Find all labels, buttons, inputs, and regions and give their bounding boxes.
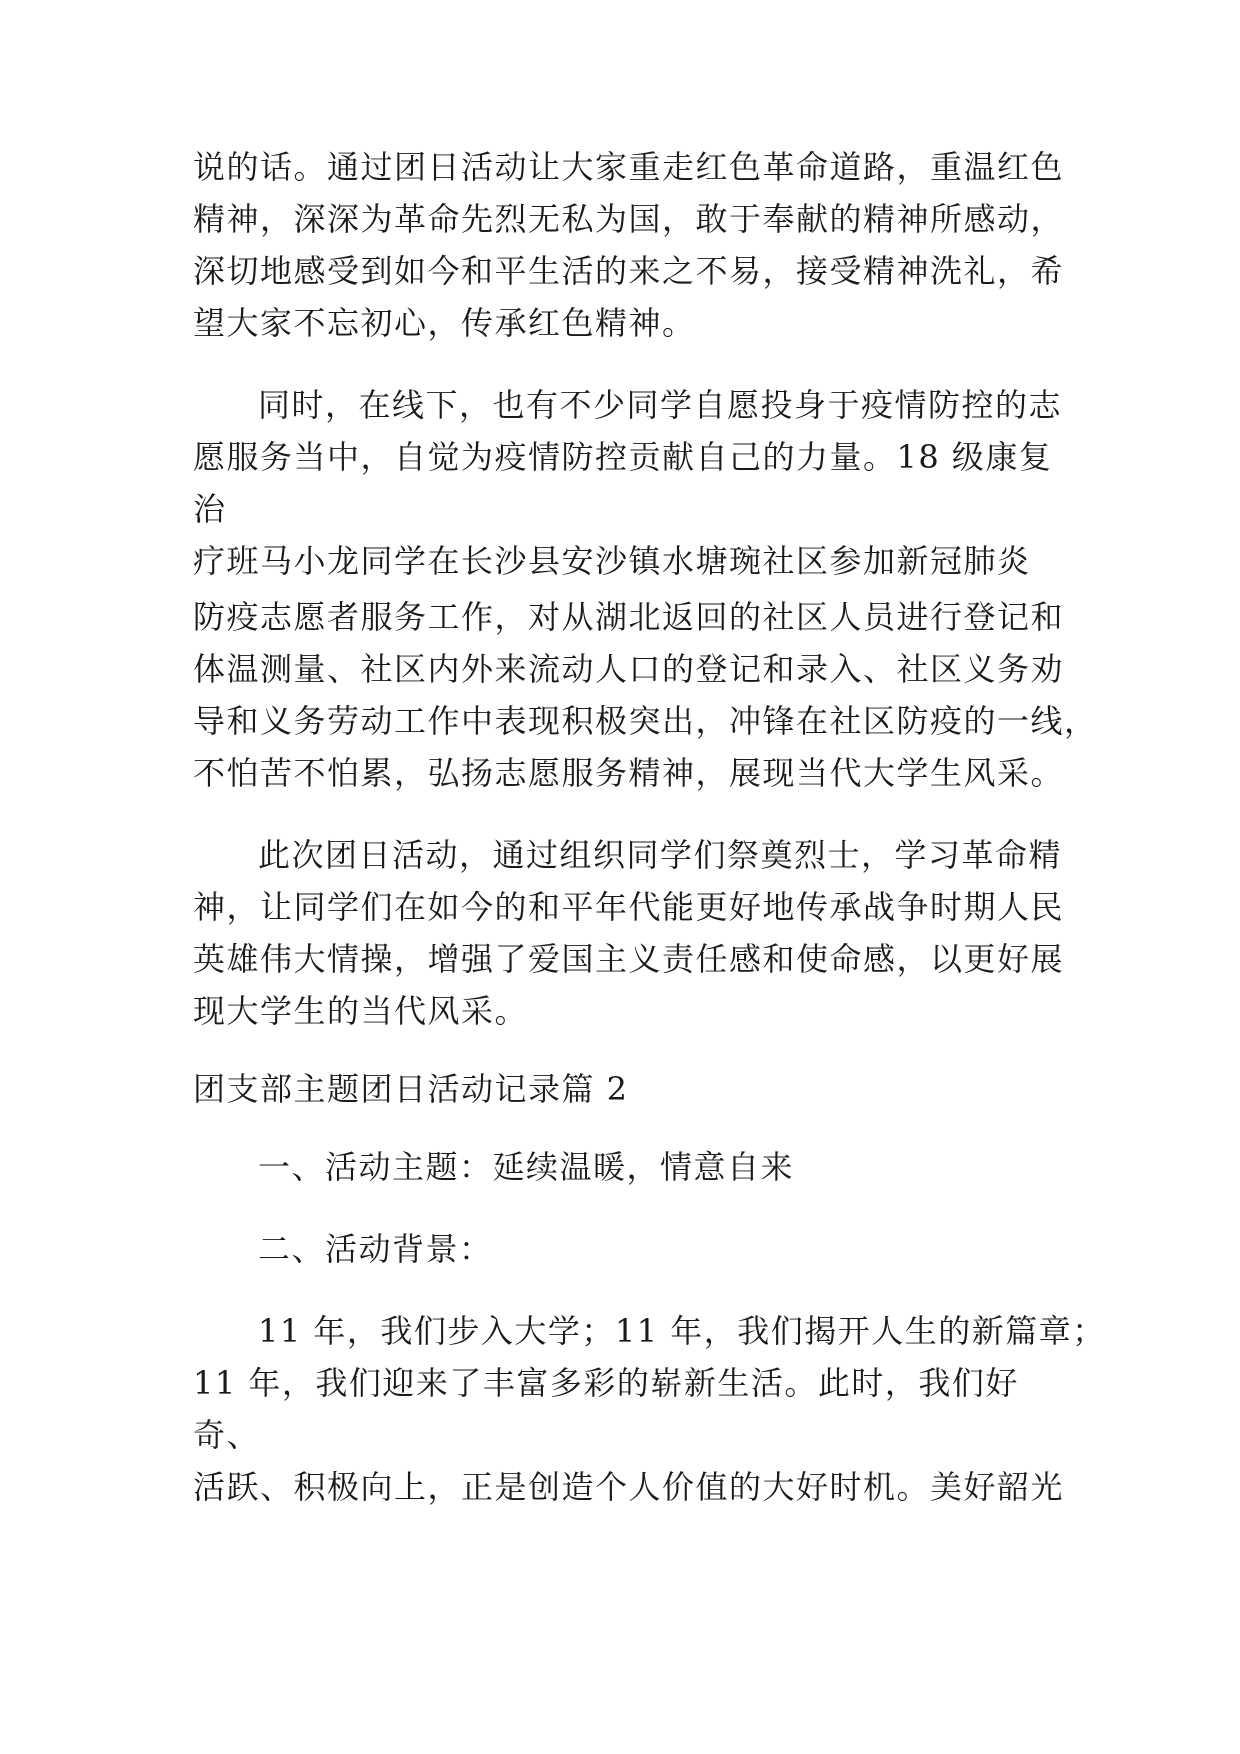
- paragraph-line: 此次团日活动，通过组织同学们祭奠烈士，学习革命精: [258, 836, 1063, 874]
- paragraph-line: 体温测量、社区内外来流动人口的登记和录入、社区义务劝: [193, 650, 1065, 688]
- list-item: 二、活动背景：: [258, 1230, 493, 1268]
- paragraph-line: 现大学生的当代风采。: [193, 992, 529, 1030]
- paragraph-line: 11 年，我们步入大学；11 年，我们揭开人生的新篇章；: [258, 1312, 1106, 1350]
- paragraph-line: 防疫志愿者服务工作，对从湖北返回的社区人员进行登记和: [193, 598, 1065, 636]
- paragraph-line: 愿服务当中，自觉为疫情防控贡献自己的力量。18 级康复: [193, 438, 1053, 476]
- paragraph-line: 同时，在线下，也有不少同学自愿投身于疫情防控的志: [258, 386, 1063, 424]
- paragraph-line: 治: [193, 490, 227, 528]
- section-heading: 团支部主题团日活动记录篇 2: [193, 1070, 629, 1108]
- paragraph-line: 精神，深深为革命先烈无私为国，敢于奉献的精神所感动，: [193, 200, 1065, 238]
- paragraph-line: 深切地感受到如今和平生活的来之不易，接受精神洗礼，希: [193, 252, 1065, 290]
- paragraph-line: 奇、: [193, 1416, 261, 1454]
- paragraph-line: 望大家不忘初心，传承红色精神。: [193, 304, 696, 342]
- paragraph-line: 疗班马小龙同学在长沙县安沙镇水塘琬社区参加新冠肺炎: [193, 542, 1031, 580]
- paragraph-line: 11 年，我们迎来了丰富多彩的崭新生活。此时，我们好: [193, 1364, 1019, 1402]
- paragraph-line: 说的话。通过团日活动让大家重走红色革命道路，重温红色: [193, 148, 1065, 186]
- paragraph-line: 活跃、积极向上，正是创造个人价值的大好时机。美好韶光: [193, 1468, 1065, 1506]
- paragraph-line: 神，让同学们在如今的和平年代能更好地传承战争时期人民: [193, 888, 1065, 926]
- paragraph-line: 导和义务劳动工作中表现积极突出，冲锋在社区防疫的一线，: [193, 702, 1098, 740]
- paragraph-line: 英雄伟大情操，增强了爱国主义责任感和使命感，以更好展: [193, 940, 1065, 978]
- paragraph-line: 不怕苦不怕累，弘扬志愿服务精神，展现当代大学生风采。: [193, 754, 1065, 792]
- list-item: 一、活动主题：延续温暖，情意自来: [258, 1148, 795, 1186]
